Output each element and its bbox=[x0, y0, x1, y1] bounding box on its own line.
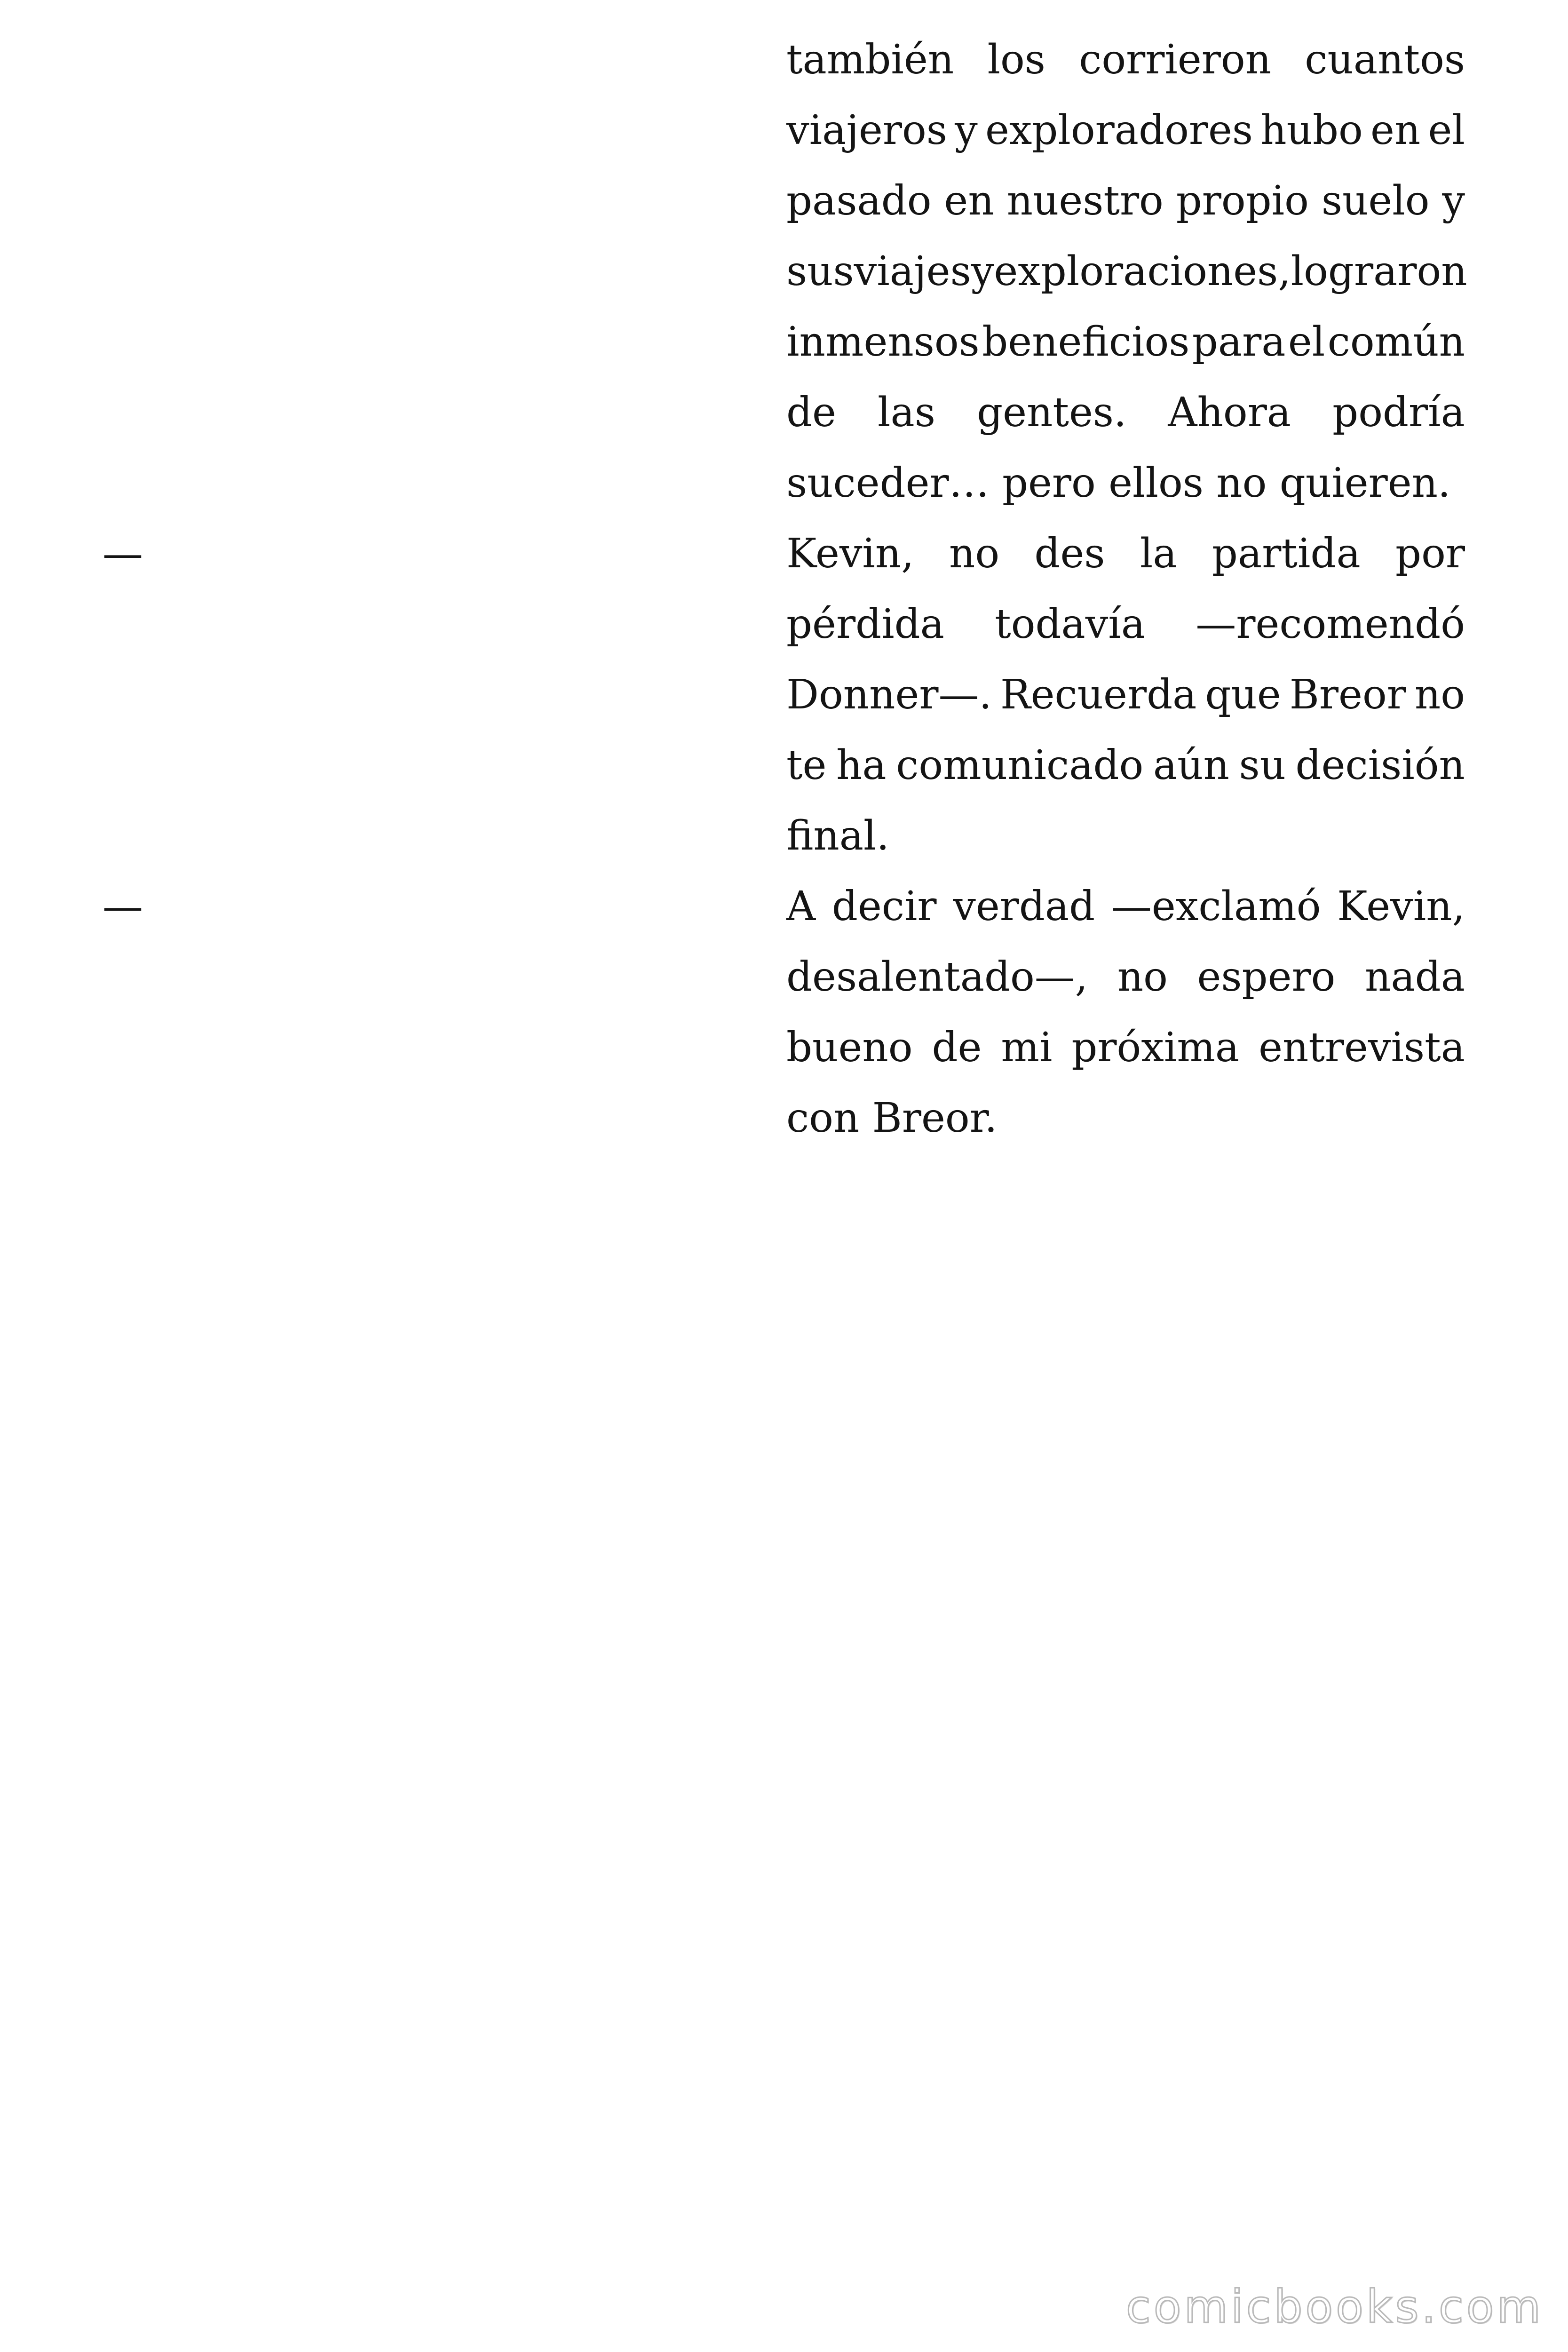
word: cuantos bbox=[1305, 36, 1465, 83]
word: también bbox=[786, 36, 954, 83]
word: sus bbox=[786, 248, 854, 295]
word: nada bbox=[1365, 954, 1465, 1001]
dialogue-dash: — bbox=[103, 530, 143, 577]
word: aún bbox=[1153, 742, 1229, 789]
word: mi bbox=[1001, 1024, 1053, 1071]
word: te bbox=[786, 742, 827, 789]
word: y bbox=[1442, 177, 1465, 224]
word: suelo bbox=[1321, 177, 1430, 224]
word: inmensos bbox=[786, 318, 980, 366]
text-line bbox=[786, 730, 1465, 801]
word: y bbox=[955, 107, 978, 154]
word: Kevin, bbox=[786, 530, 914, 577]
word: ha bbox=[836, 742, 887, 789]
word: nuestro bbox=[1006, 177, 1164, 224]
word: la bbox=[1140, 530, 1177, 577]
word: —exclamó bbox=[1111, 883, 1321, 930]
word: entrevista bbox=[1259, 1024, 1465, 1071]
paragraph bbox=[786, 871, 1465, 1153]
text-line bbox=[786, 660, 1465, 730]
word: común bbox=[1327, 318, 1465, 366]
word: comunicado bbox=[896, 742, 1144, 789]
word: decir bbox=[832, 883, 937, 930]
word: Recuerda bbox=[1000, 671, 1197, 718]
word: Donner—. bbox=[786, 671, 992, 718]
word: hubo bbox=[1260, 107, 1363, 154]
text-line bbox=[786, 1012, 1465, 1083]
word: gentes. bbox=[977, 389, 1127, 436]
word: lograron bbox=[1291, 248, 1467, 295]
text-line bbox=[786, 236, 1465, 307]
text-line bbox=[786, 377, 1465, 448]
word: su bbox=[1239, 742, 1286, 789]
paragraph bbox=[786, 24, 1465, 518]
word: todavía bbox=[995, 601, 1146, 648]
text-line bbox=[786, 518, 1465, 589]
word: espero bbox=[1197, 954, 1336, 1001]
word: bueno bbox=[786, 1024, 913, 1071]
word: las bbox=[878, 389, 935, 436]
word: corrieron bbox=[1079, 36, 1272, 83]
word: y bbox=[971, 248, 994, 295]
word: en bbox=[1370, 107, 1421, 154]
word: —recomendó bbox=[1196, 601, 1465, 648]
text-line bbox=[786, 942, 1465, 1012]
word: en bbox=[944, 177, 994, 224]
word: exploradores bbox=[985, 107, 1253, 154]
word: el bbox=[1288, 318, 1325, 366]
word: pasado bbox=[786, 177, 932, 224]
word: viajes bbox=[854, 248, 971, 295]
word: pérdida bbox=[786, 601, 944, 648]
word: para bbox=[1192, 318, 1286, 366]
word: no bbox=[1414, 671, 1465, 718]
word: el bbox=[1428, 107, 1465, 154]
word: los bbox=[987, 36, 1045, 83]
word: podría bbox=[1332, 389, 1465, 436]
word: Ahora bbox=[1168, 389, 1291, 436]
word: por bbox=[1395, 530, 1465, 577]
word: no bbox=[949, 530, 1000, 577]
word: de bbox=[786, 389, 836, 436]
text-line: suceder… pero ellos no quieren. bbox=[786, 460, 1451, 507]
text-line: final. bbox=[786, 812, 889, 859]
word: des bbox=[1034, 530, 1105, 577]
word: no bbox=[1117, 954, 1168, 1001]
word: Breor bbox=[1289, 671, 1406, 718]
text-line bbox=[786, 307, 1465, 377]
word: que bbox=[1205, 671, 1281, 718]
dialogue-dash: — bbox=[103, 883, 143, 930]
watermark: comicbooks.com bbox=[1125, 2280, 1544, 2333]
body-text-column bbox=[786, 24, 1465, 1153]
word: de bbox=[932, 1024, 982, 1071]
text-line bbox=[786, 24, 1465, 95]
word: desalentado—, bbox=[786, 954, 1088, 1001]
word: partida bbox=[1212, 530, 1361, 577]
word: verdad bbox=[953, 883, 1095, 930]
word: próxima bbox=[1071, 1024, 1240, 1071]
text-line bbox=[786, 589, 1465, 660]
word: A bbox=[786, 883, 816, 930]
text-line: con Breor. bbox=[786, 1095, 998, 1142]
word: propio bbox=[1176, 177, 1309, 224]
word: Kevin, bbox=[1337, 883, 1465, 930]
paragraph bbox=[786, 518, 1465, 871]
text-line bbox=[786, 166, 1465, 236]
word: decisión bbox=[1295, 742, 1465, 789]
word: viajeros bbox=[786, 107, 947, 154]
word: exploraciones, bbox=[994, 248, 1291, 295]
text-line bbox=[786, 95, 1465, 166]
word: beneficios bbox=[982, 318, 1190, 366]
text-line bbox=[786, 871, 1465, 942]
